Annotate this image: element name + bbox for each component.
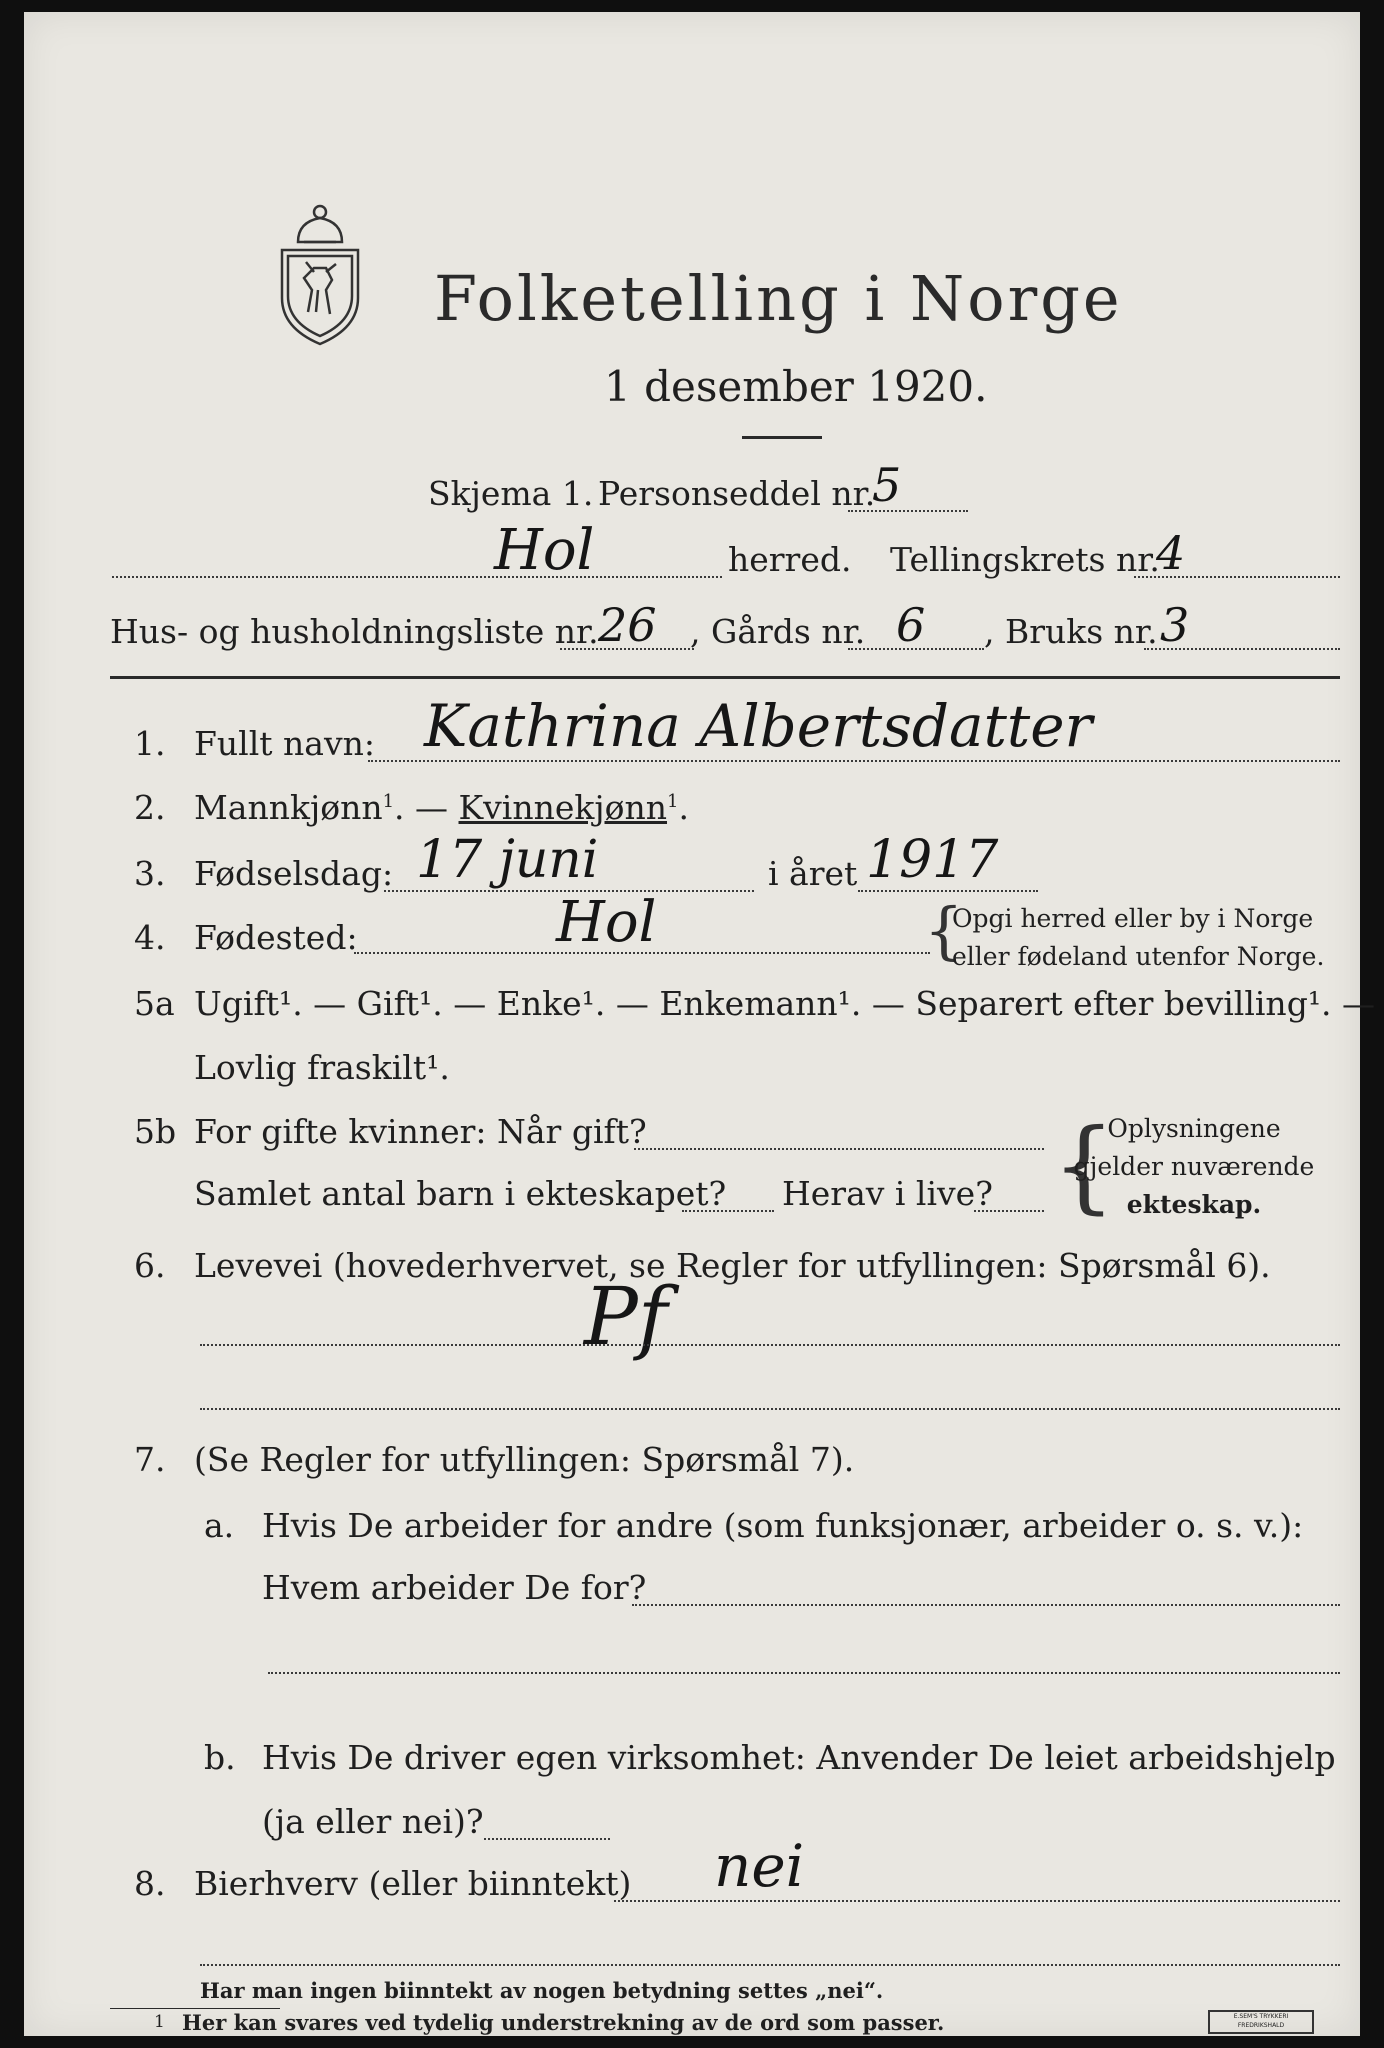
q4-note-line2: eller fødeland utenfor Norge. (952, 942, 1325, 971)
q6-occupation-value: Pf (584, 1270, 668, 1363)
gards-value: 6 (896, 598, 926, 652)
q7a-line1: Hvis De arbeider for andre (som funksjonær, arbeider o. s. v.): (262, 1506, 1304, 1545)
personseddel-value: 5 (872, 458, 902, 512)
q5b-number: 5b (134, 1112, 177, 1151)
census-form-sheet: Folketelling i Norge 1 desember 1920. Skjema 1. Personseddel nr. 5 Hol herred. Tellingskrets nr. 4 Hus- og husholdningsliste nr. 26 , Gårds nr. 6 , Bruks nr. 3 1. Fullt navn: Kathrina Albertsdatter 2. Mannkjønn$^1$. — Kvinnekjønn$^1$. 3. Fødselsdag: 17 juni i året 1917 4. Fødested: Hol { Opgi herred eller by i Norge eller fødeland utenfor Norge. 5a Ugift¹. — Gift¹. — Enke¹. — Enkemann¹. — Separert efter bevilling¹. — Lovlig fraskilt¹. 5b For gifte kvinner: Når gift? Samlet antal barn i ekteskapet? Herav i live? { Oplysningene gjelder nuværende ekteskap. 6. Levevei (hovederhvervet, se Regler for utfyllingen: Spørsmål 6). Pf 7. (Se Regler for utfyllingen: Spørsmål 7). a. Hvis De arbeider for andre (som funksjonær, arbeider o. s. v.): Hvem arbeider De for? b. Hvis De driver egen virksomhet: Anvender De leiet arbeidshjelp (ja eller nei)? 8. Bierhverv (eller biinntekt) nei Har man ingen biinntekt av nogen betydning settes „nei“. 1 Her kan svares ved tydelig understrekning av de ord som passer. E.SEM'S TRYKKERI FREDRIKSHALD (24, 12, 1360, 2036)
q2-options: Mannkjønn$^1$. — Kvinnekjønn$^1$. (194, 788, 689, 827)
footnote-mark: 1 (154, 2012, 165, 2032)
q3-year-label: i året (768, 854, 858, 893)
herred-label: herred. (728, 540, 852, 579)
gards-label: , Gårds nr. (690, 612, 866, 651)
q6-label: Levevei (hovederhvervet, se Regler for utfyllingen: Spørsmål 6). (194, 1246, 1271, 1285)
skjema-label: Skjema 1. (428, 474, 594, 513)
herred-value: Hol (494, 518, 595, 583)
q4-birthplace-value: Hol (556, 890, 657, 955)
q7-label: (Se Regler for utfyllingen: Spørsmål 7). (194, 1440, 855, 1479)
q5a-number: 5a (134, 984, 175, 1023)
q8-number: 8. (134, 1864, 166, 1903)
q8-note: Har man ingen biinntekt av nogen betydning settes „nei“. (200, 1978, 884, 2003)
q5b-note-line2: gjelder nuværende (1073, 1152, 1315, 1181)
q1-full-name-value: Kathrina Albertsdatter (424, 692, 1093, 760)
q7a-line2: Hvem arbeider De for? (262, 1568, 647, 1607)
bruks-label: , Bruks nr. (984, 612, 1158, 651)
q1-number: 1. (134, 724, 166, 763)
q5a-options-line2: Lovlig fraskilt¹. (194, 1048, 450, 1087)
q6-number: 6. (134, 1246, 166, 1285)
bruks-value: 3 (1160, 598, 1190, 652)
q3-label: Fødselsdag: (194, 854, 394, 893)
q7a-number: a. (204, 1506, 235, 1545)
tellingskrets-value: 4 (1156, 526, 1186, 580)
printer-stamp: E.SEM'S TRYKKERI FREDRIKSHALD (1208, 2010, 1314, 2034)
form-title: Folketelling i Norge (434, 262, 1123, 335)
q1-label: Fullt navn: (194, 724, 375, 763)
header-separator (110, 676, 1340, 679)
q5b-alive-label: Herav i live? (782, 1174, 993, 1213)
q5b-note-line3: ekteskap. (1126, 1190, 1262, 1219)
q2-male-option: Mannkjønn (194, 788, 383, 827)
q5b-line1: For gifte kvinner: Når gift? (194, 1112, 647, 1151)
husliste-label: Hus- og husholdningsliste nr. (110, 612, 599, 651)
footnote-text: Her kan svares ved tydelig understrekning av de ord som passer. (182, 2010, 945, 2035)
q3-number: 3. (134, 854, 166, 893)
q7-number: 7. (134, 1440, 166, 1479)
q5a-options-line1: Ugift¹. — Gift¹. — Enke¹. — Enkemann¹. — Separert efter bevilling¹. — (194, 984, 1376, 1023)
q5b-note-line1: Oplysningene (1107, 1114, 1281, 1143)
personseddel-label: Personseddel nr. (598, 474, 876, 513)
q8-side-income-value: nei (714, 1832, 805, 1900)
q2-number: 2. (134, 788, 166, 827)
q7b-line2: (ja eller nei)? (262, 1802, 484, 1841)
q5b-children-label: Samlet antal barn i ekteskapet? (194, 1174, 727, 1213)
coat-of-arms-icon (268, 202, 372, 348)
census-date: 1 desember 1920. (604, 362, 988, 411)
q8-label: Bierhverv (eller biinntekt) (194, 1864, 632, 1903)
q2-female-option: Kvinnekjønn (458, 788, 668, 827)
q7b-number: b. (204, 1738, 236, 1777)
title-divider (742, 436, 822, 439)
husliste-value: 26 (598, 598, 657, 652)
q4-note-line1: Opgi herred eller by i Norge (952, 904, 1314, 933)
q3-birthday-value: 17 juni (416, 830, 599, 890)
q4-number: 4. (134, 918, 166, 957)
tellingskrets-label: Tellingskrets nr. (890, 540, 1160, 579)
q4-label: Fødested: (194, 918, 358, 957)
q7b-line1: Hvis De driver egen virksomhet: Anvender De leiet arbeidshjelp (262, 1738, 1336, 1777)
q3-year-value: 1917 (866, 830, 999, 890)
